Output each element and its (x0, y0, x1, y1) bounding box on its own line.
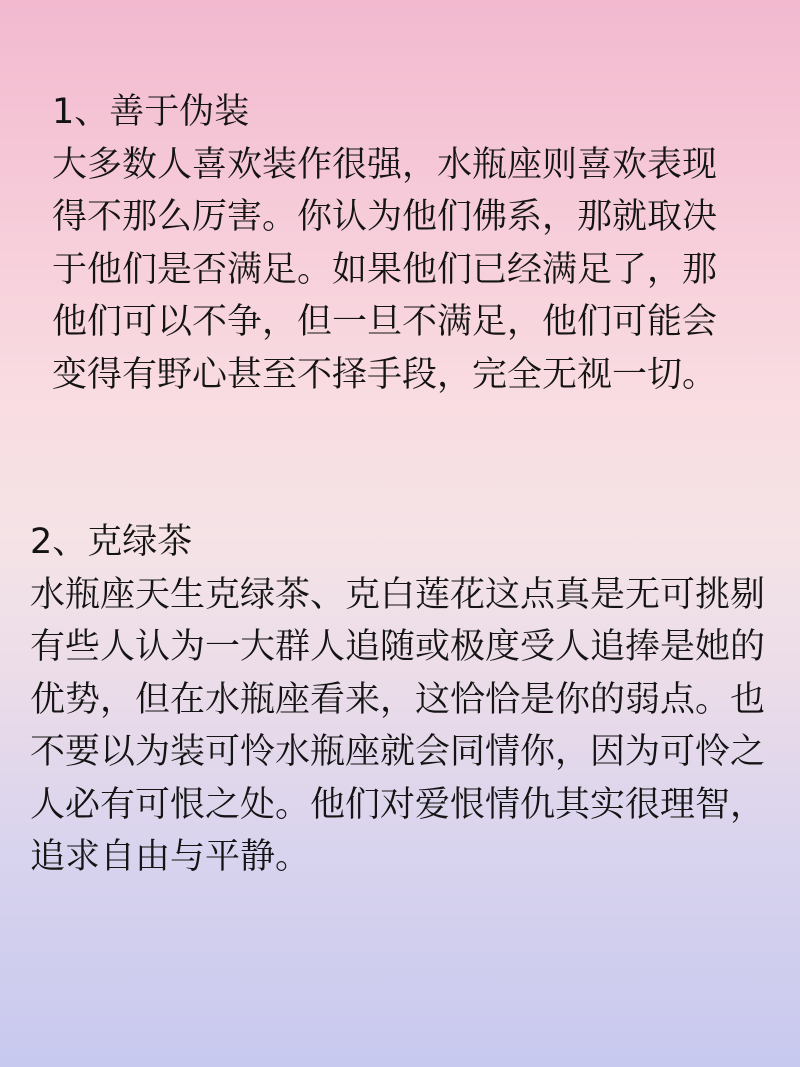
section-1-line-3: 于他们是否满足。如果他们已经满足了，那 (52, 249, 718, 290)
section-2 (30, 516, 780, 884)
section-1-line-4: 他们可以不争，但一旦不满足，他们可能会 (52, 302, 718, 342)
section-1-heading: 1、善于伪装 (52, 92, 250, 132)
section-1-line-1: 大多数人喜欢装作很强，水瓶座则喜欢表现 (52, 144, 718, 185)
section-2-line-2: 有些人认为一大群人追随或极度受人追捧是她的 (30, 627, 766, 667)
section-1 (52, 86, 772, 401)
section-2-line-3: 优势，但在水瓶座看来，这恰恰是你的弱点。也 (30, 679, 766, 720)
section-2-line-5: 人必有可恨之处。他们对爱恨情仇其实很理智， (30, 784, 766, 825)
section-2-heading: 2、克绿茶 (30, 522, 193, 562)
section-2-line-4: 不要以为装可怜水瓶座就会同情你，因为可怜之 (30, 732, 766, 772)
section-2-line-6: 追求自由与平静。 (30, 837, 311, 877)
section-2-line-1: 水瓶座天生克绿茶、克白莲花这点真是无可挑剔 (30, 574, 766, 615)
section-1-line-2: 得不那么厉害。你认为他们佛系，那就取决 (52, 197, 718, 237)
section-1-line-5: 变得有野心甚至不择手段，完全无视一切。 (52, 354, 718, 395)
